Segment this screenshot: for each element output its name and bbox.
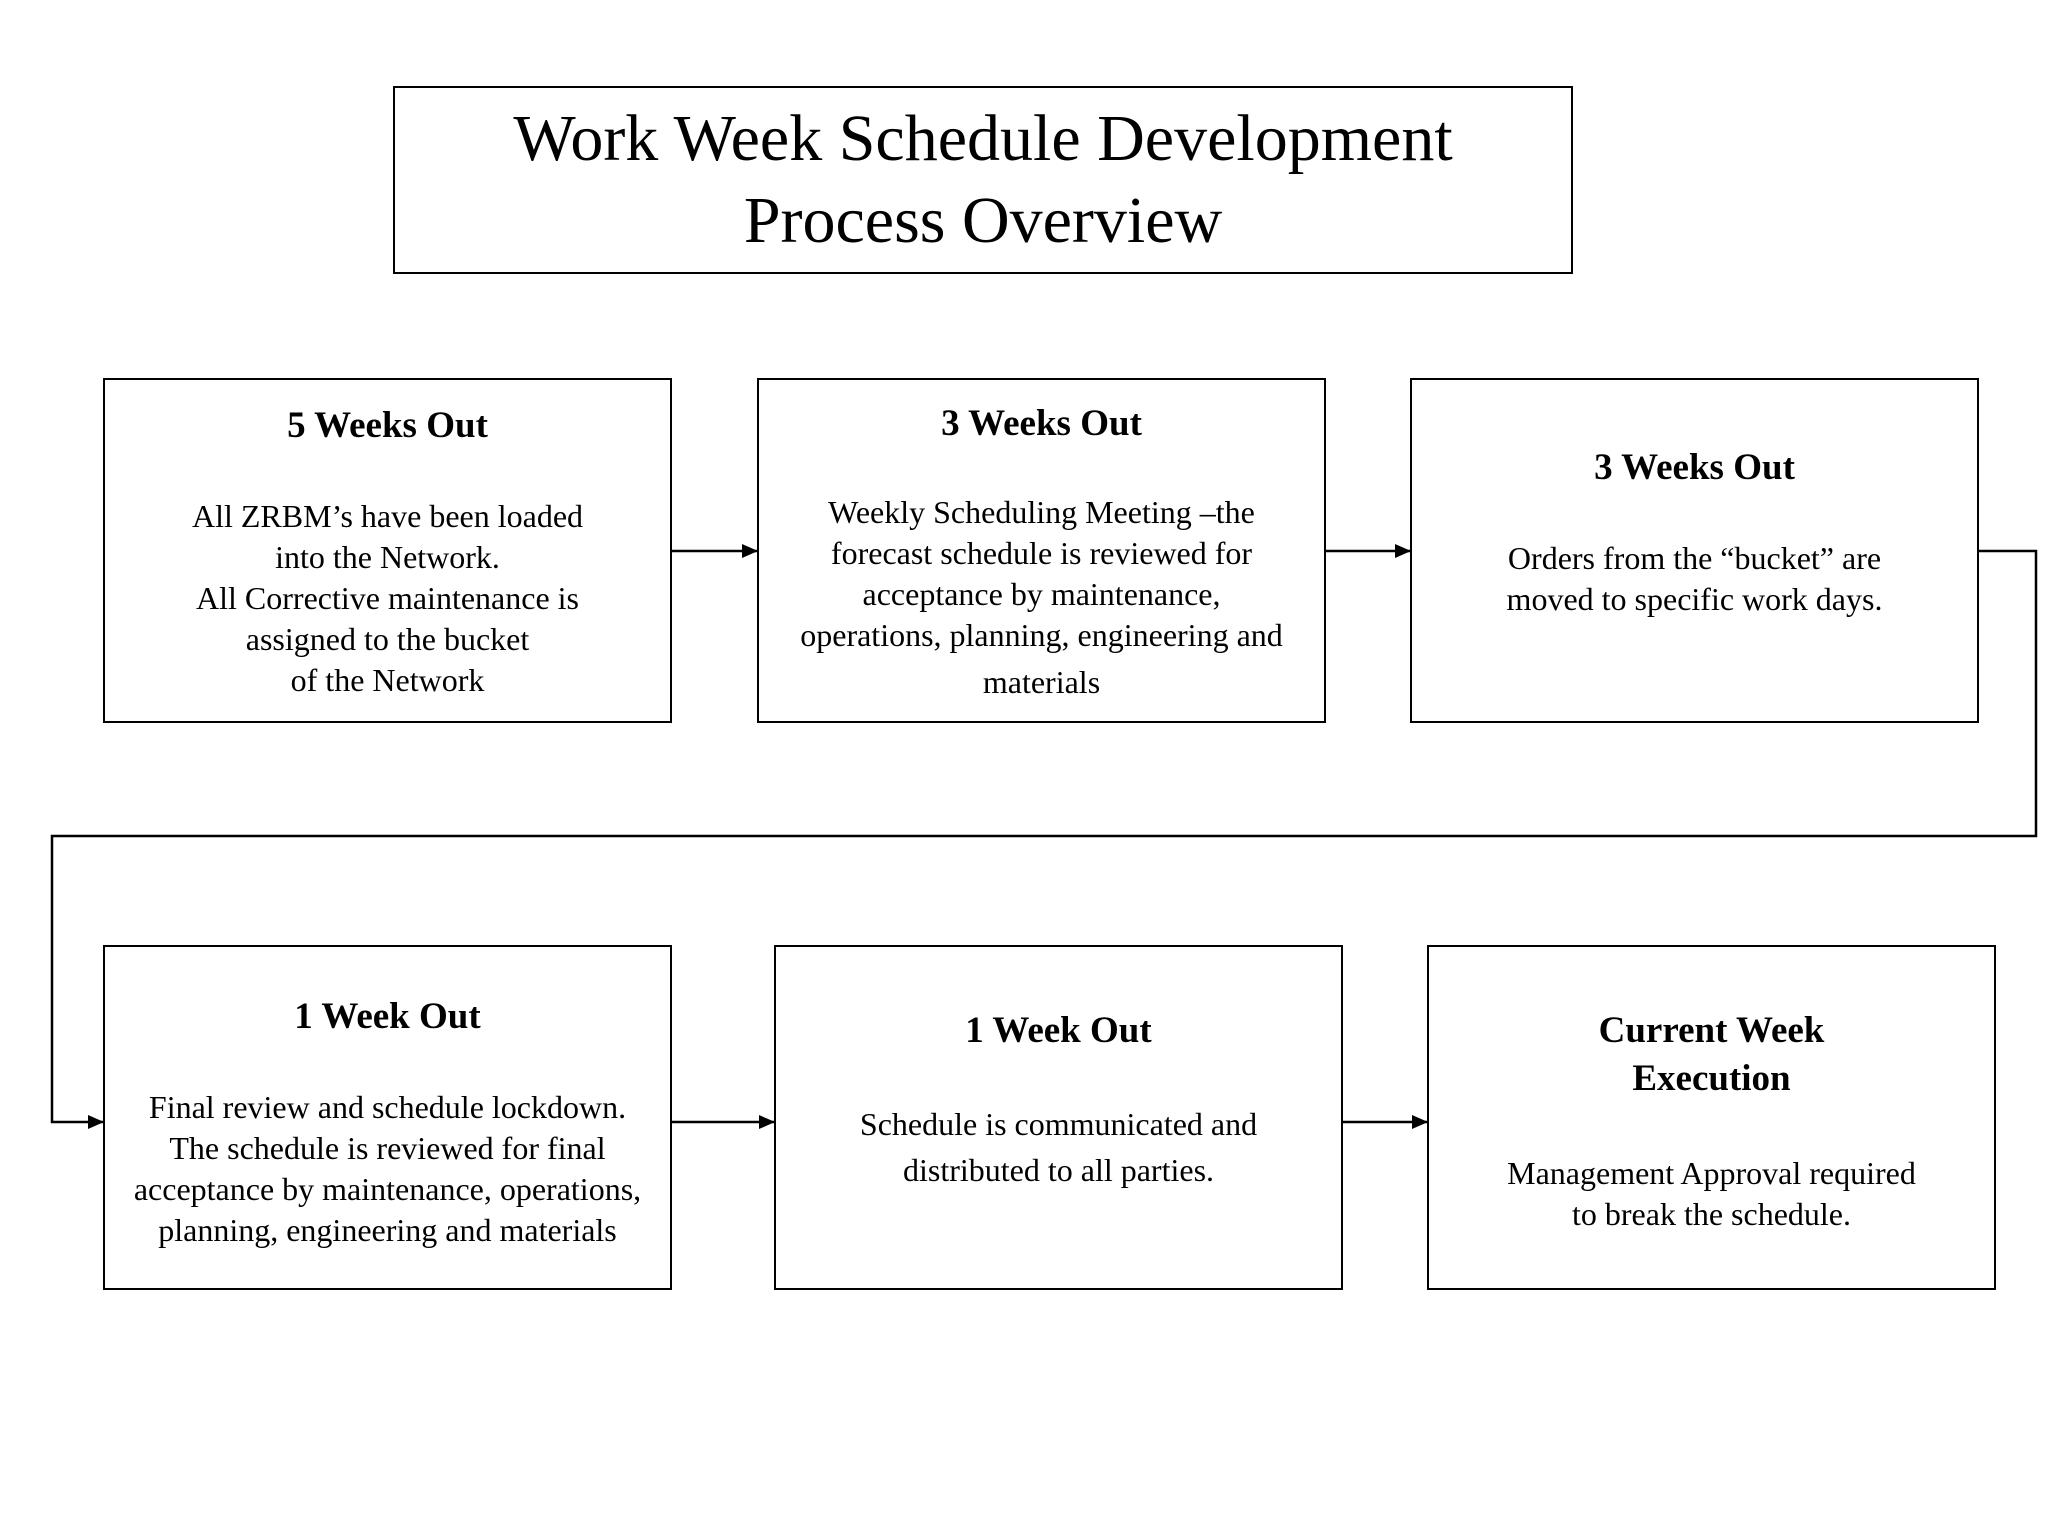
step-description: [105, 1087, 670, 1251]
step-body-line: The schedule is reviewed for final: [169, 1130, 606, 1166]
step-body-line: Schedule is communicated and: [859, 1106, 1258, 1142]
step-box-1-week-out-review: [103, 945, 672, 1290]
step-heading-line: 1 Week Out: [294, 996, 481, 1037]
step-body-line: Weekly Scheduling Meeting –the: [828, 494, 1255, 530]
step-body-line: acceptance by maintenance, operations,: [133, 1171, 642, 1207]
step-heading-line: Execution: [1632, 1058, 1791, 1099]
step-body-line: Management Approval required: [1507, 1155, 1916, 1191]
step-heading: [105, 402, 670, 450]
step-body-line: Final review and schedule lockdown.: [148, 1089, 627, 1125]
step-body-line: Orders from the “bucket” are: [1507, 540, 1882, 576]
step-box-5-weeks-out: [103, 378, 672, 723]
step-body-line: planning, engineering and materials: [158, 1212, 617, 1248]
step-heading-line: 5 Weeks Out: [287, 405, 488, 446]
step-heading-line: Current Week: [1598, 1010, 1825, 1051]
step-body-line: assigned to the bucket: [245, 621, 530, 657]
step-description: [759, 492, 1324, 703]
step-heading: [1429, 1007, 1994, 1103]
step-body-line: distributed to all parties.: [902, 1152, 1215, 1188]
step-description: [1429, 1153, 1994, 1235]
step-body-line: forecast schedule is reviewed for: [830, 535, 1253, 571]
step-body-line: All Corrective maintenance is: [196, 580, 579, 616]
step-body-line: to break the schedule.: [1572, 1196, 1851, 1232]
step-heading: [1412, 444, 1977, 492]
step-box-1-week-out-communicate: [774, 945, 1343, 1290]
step-heading: [759, 400, 1324, 448]
title-line: Work Week Schedule Development: [513, 102, 1453, 175]
step-heading-line: 1 Week Out: [965, 1010, 1152, 1051]
step-heading: [776, 1007, 1341, 1055]
diagram-title-box: [393, 86, 1573, 274]
step-body-line: All ZRBM’s have been loaded: [191, 498, 584, 534]
step-body-line: acceptance by maintenance,: [862, 576, 1221, 612]
step-box-3-weeks-out-bucket: [1410, 378, 1979, 723]
step-body-line: operations, planning, engineering and: [800, 617, 1283, 653]
step-body-line: moved to specific work days.: [1506, 581, 1883, 617]
step-box-current-week-execution: [1427, 945, 1996, 1290]
step-description: [776, 1101, 1341, 1193]
diagram-title: [513, 98, 1452, 262]
step-body-line: materials: [982, 664, 1101, 700]
step-description: [1412, 538, 1977, 620]
step-box-3-weeks-out-meeting: [757, 378, 1326, 723]
title-line: Process Overview: [743, 184, 1223, 257]
step-heading-line: 3 Weeks Out: [941, 403, 1142, 444]
step-body-line: of the Network: [290, 662, 485, 698]
step-heading: [105, 993, 670, 1041]
step-body-line: into the Network.: [275, 539, 500, 575]
step-description: [105, 496, 670, 701]
step-heading-line: 3 Weeks Out: [1594, 447, 1795, 488]
